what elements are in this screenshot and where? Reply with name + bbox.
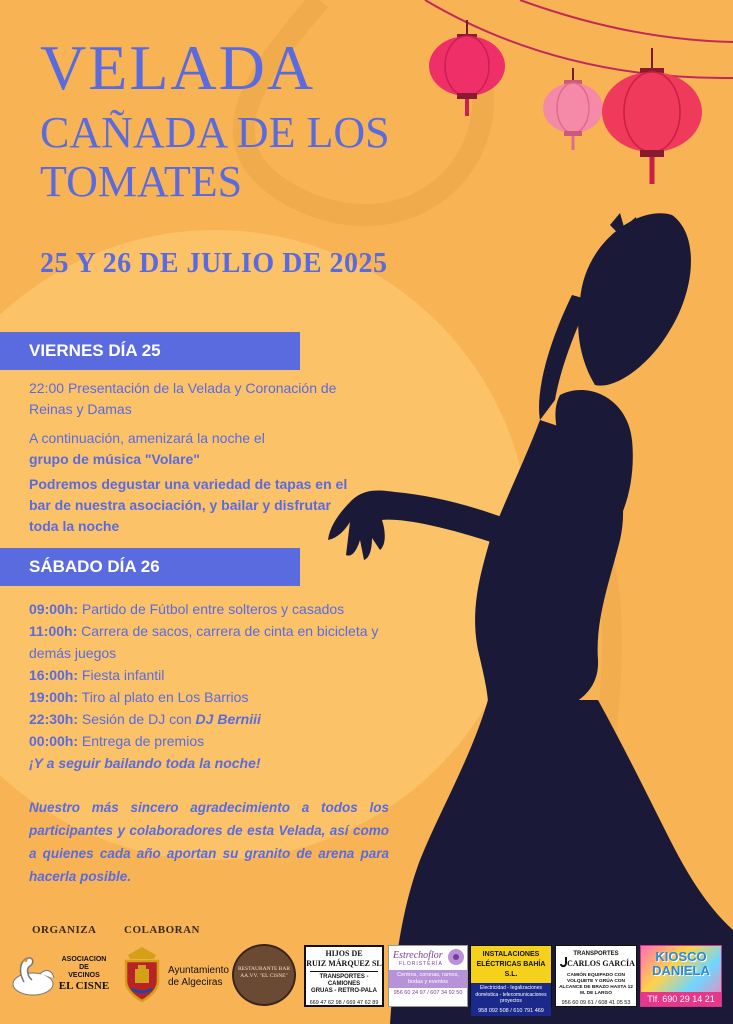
bahia-line2: ELÉCTRICAS BAHÍA S.L. [476, 961, 546, 978]
bahia-line1: INSTALACIONES [482, 951, 540, 958]
florist-name: Estrechoflor [393, 950, 443, 961]
schedule-item [29, 708, 389, 730]
colaboran-label: COLABORAN [124, 924, 201, 936]
schedule-text: Partido de Fútbol entre solteros y casados [81, 601, 345, 617]
event-title: VELADA [40, 32, 316, 103]
friday-tapas: Podremos degustar una variedad de tapas en el bar de nuestra asociación, y bailar y disfrutar toda la noche [29, 476, 348, 534]
ruiz-line3: TRANSPORTES - CAMIONES [319, 974, 369, 987]
saturday-schedule [29, 598, 389, 774]
ruiz-line1: HIJOS DE [325, 949, 363, 958]
bahia-phones: 958 092 508 / 610 791 469 [471, 1007, 551, 1016]
florist-phones: 956 60 24 97 / 607 34 92 50 [393, 990, 463, 996]
schedule-item [29, 598, 389, 620]
sponsor-bahia [470, 945, 552, 1014]
restaurante-line1: RESTAURANTE BAR [238, 966, 290, 972]
florist-sub: FLORISTERÍA [399, 961, 443, 967]
organiza-label: ORGANIZA [32, 924, 97, 936]
event-date: 25 Y 26 DE JULIO DE 2025 [40, 248, 388, 279]
friday-music-intro: A continuación, amenizará la noche el [29, 430, 265, 446]
friday-music-band: grupo de música "Volare" [29, 451, 200, 467]
florist-desc: Centros, coronas, ramos, bodas y eventos [389, 970, 467, 988]
asociacion-line3: VECINOS [68, 972, 100, 979]
kiosco-line2: DANIELA [652, 963, 710, 978]
ayuntamiento-line2: de Algeciras [168, 977, 223, 988]
sponsor-kiosco-daniela [640, 945, 722, 1007]
schedule-item [29, 620, 389, 664]
schedule-item [29, 664, 389, 686]
crane-hook-icon [559, 956, 573, 970]
schedule-time: 19:00h: [29, 689, 79, 705]
flower-icon [447, 948, 465, 966]
dj-name: DJ Berniii [195, 711, 261, 727]
ruiz-phones: 669 47 62 98 / 669 47 62 89 [309, 1000, 379, 1006]
swan-icon [10, 952, 56, 1000]
schedule-text: Tiro al plato en Los Barrios [81, 689, 249, 705]
ayuntamiento-logo [120, 945, 230, 1005]
asociacion-el-cisne-logo [10, 950, 112, 1000]
ruiz-line4: GRUAS - RETRO-PALA [311, 988, 377, 994]
garcia-phones: 956 60 09 61 / 608 41 05 53 [561, 1000, 631, 1006]
closing-line: ¡Y a seguir bailando toda la noche! [29, 755, 261, 771]
event-subtitle: CAÑADA DE LOS TOMATES [40, 108, 390, 207]
restaurante-bar-logo [232, 944, 296, 1006]
restaurante-line2: AA.VV. "EL CISNE" [240, 973, 288, 979]
schedule-text: Fiesta infantil [81, 667, 165, 683]
asociacion-line2: DE [79, 964, 89, 971]
schedule-time: 09:00h: [29, 601, 79, 617]
garcia-line2: CARLOS GARCÍA [567, 959, 635, 968]
schedule-text: Sesión de DJ con [81, 711, 192, 727]
lantern-icon [543, 68, 603, 150]
garcia-desc: CAMIÓN EQUIPADO CON VOLQUETE Y GRÚA CON ALCANCE DE BRAZO HASTA 12 M. DE LARGO [559, 973, 633, 996]
schedule-text: Carrera de sacos, carrera de cinta en bicicleta y demás juegos [29, 623, 379, 661]
thanks-paragraph: Nuestro más sincero agradecimiento a todos los participantes y colaboradores de esta Velada, así como a quienes cada año aportan su granito de arena para hacerla posible. [29, 800, 389, 884]
asociacion-line4: EL CISNE [58, 980, 110, 992]
friday-header: VIERNES DÍA 25 [0, 332, 300, 370]
asociacion-line1: ASOCIACION [61, 956, 107, 963]
kiosco-line1: KIOSCO [655, 949, 707, 964]
friday-time: 22:00 [29, 380, 65, 396]
schedule-item [29, 730, 389, 752]
schedule-time: 00:00h: [29, 733, 79, 749]
schedule-item [29, 686, 389, 708]
sponsor-estrechoflor [388, 945, 468, 1007]
schedule-text: Entrega de premios [81, 733, 205, 749]
coat-of-arms-icon [120, 945, 164, 1003]
sponsor-carlos-garcia [555, 945, 637, 1007]
ruiz-line2: RUIZ MÁRQUEZ SL [306, 959, 382, 968]
garcia-line1: TRANSPORTES [573, 951, 619, 957]
friday-item [29, 378, 349, 420]
schedule-time: 11:00h: [29, 623, 78, 639]
lantern-icon [602, 48, 702, 184]
friday-desc: Presentación de la Velada y Coronación de Reinas y Damas [29, 380, 337, 417]
schedule-time: 22:30h: [29, 711, 79, 727]
sponsor-ruiz-marquez [304, 945, 384, 1007]
saturday-header: SÁBADO DÍA 26 [0, 548, 300, 586]
kiosco-phone: Tlf. 690 29 14 21 [641, 992, 721, 1006]
ayuntamiento-line1: Ayuntamiento [168, 965, 229, 976]
schedule-time: 16:00h: [29, 667, 79, 683]
friday-music [29, 428, 349, 470]
bahia-desc: Electricidad - Iegalizaciones doméstica - telecomunicaciones proyectos [471, 983, 551, 1007]
